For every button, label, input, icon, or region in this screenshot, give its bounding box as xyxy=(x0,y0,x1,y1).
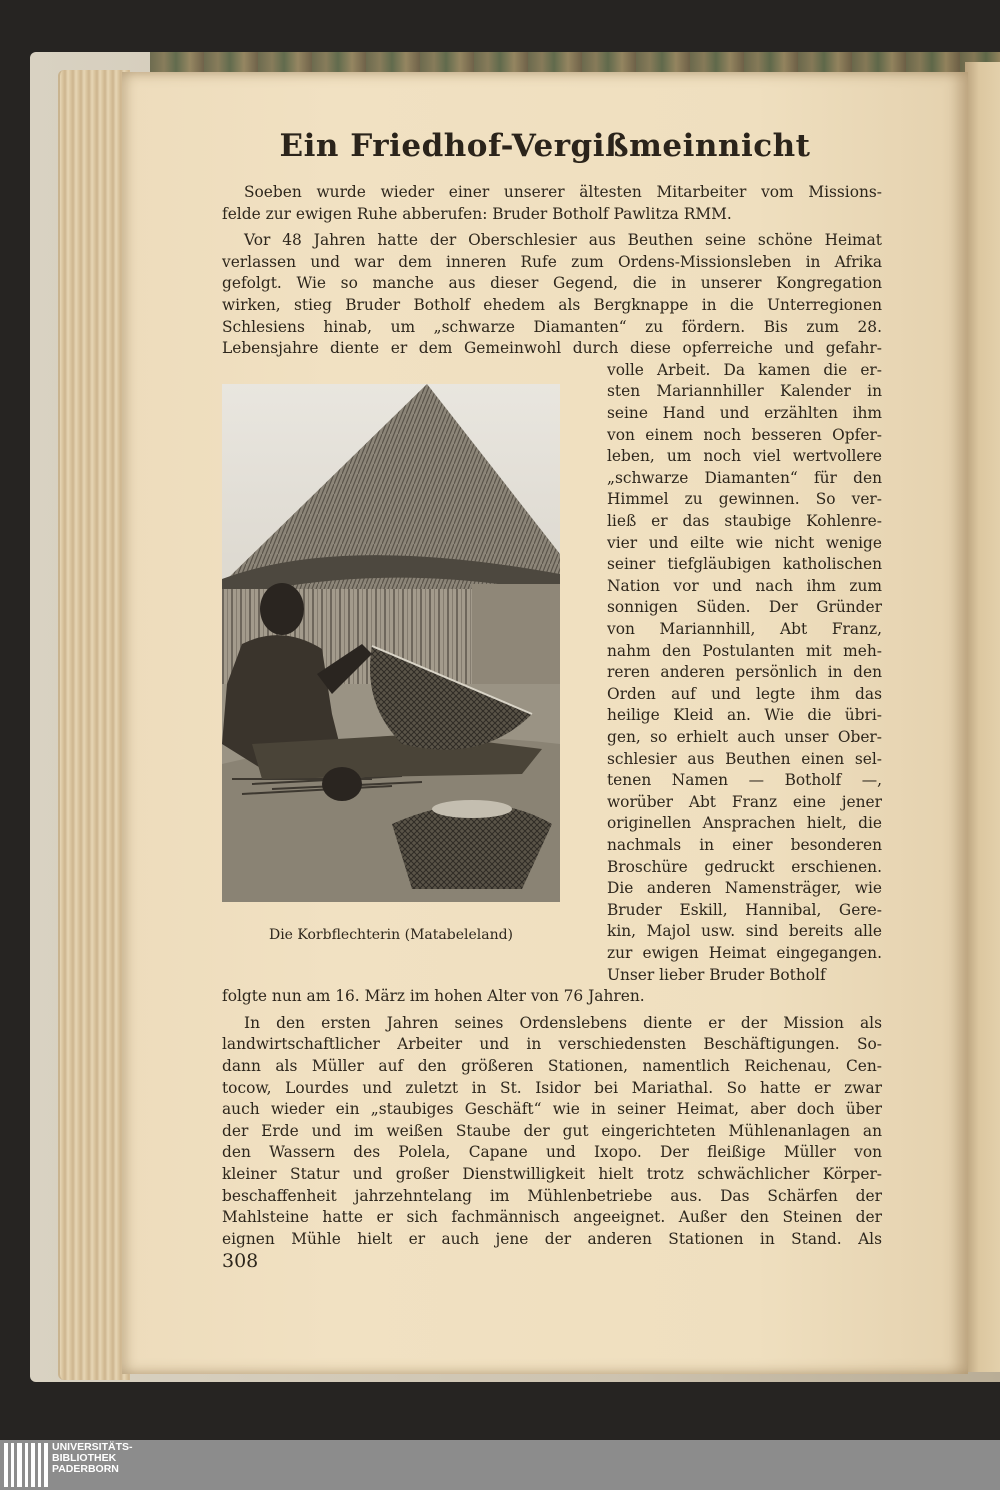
text-line: heilige Kleid an. Wie die übri- xyxy=(607,706,882,725)
library-name-line: PADERBORN xyxy=(52,1463,119,1475)
library-name xyxy=(52,1442,133,1475)
text-line: Unser lieber Bruder Botholf xyxy=(607,965,826,984)
library-name-line: BIBLIOTHEK xyxy=(52,1452,117,1464)
text-line: vier und eilte wie nicht wenige xyxy=(607,533,882,552)
text-line: auch wieder ein „staubiges Geschäft“ wie in seiner Heimat, aber doch über xyxy=(222,1100,882,1119)
text-line: volle Arbeit. Da kamen die er- xyxy=(607,360,882,379)
text-line: Mahlsteine hatte er sich fachmännisch angeeignet. Außer den Steinen der xyxy=(222,1208,882,1227)
text-line: eignen Mühle hielt er auch jene der anderen Stationen in Stand. Als xyxy=(222,1229,882,1248)
text-line: Vor 48 Jahren hatte der Oberschlesier aus Beuthen seine schöne Heimat xyxy=(244,231,882,250)
text-line: von Mariannhill, Abt Franz, xyxy=(607,620,882,638)
text-line: In den ersten Jahren seines Ordenslebens diente er der Mission als xyxy=(244,1013,882,1032)
text-line: originellen Ansprachen hielt, die xyxy=(607,814,882,833)
text-line: Himmel zu gewinnen. So ver- xyxy=(607,490,882,509)
text-line: wirken, stieg Bruder Botholf ehedem als Bergknappe in die Unterregionen xyxy=(222,296,882,314)
text-line: Die anderen Namensträger, wie xyxy=(607,879,882,898)
text-line: felde zur ewigen Ruhe abberufen: Bruder Botholf Pawlitza RMM. xyxy=(222,204,732,223)
text-line: nahm den Postulanten mit meh- xyxy=(607,641,882,660)
text-line: Schlesiens hinab, um „schwarze Diamanten“ zu fördern. Bis zum 28. xyxy=(222,317,882,336)
text-line: Bruder Eskill, Hannibal, Gere- xyxy=(607,900,882,919)
text-line: Soeben wurde wieder einer unserer ältesten Mitarbeiter vom Missions- xyxy=(244,183,882,201)
text-line: Lebensjahre diente er dem Gemeinwohl durch diese opferreiche und gefahr- xyxy=(222,339,882,358)
library-name-line: UNIVERSITÄTS- xyxy=(52,1441,133,1453)
library-logo-icon xyxy=(4,1443,48,1487)
text-line: Orden auf und legte ihm das xyxy=(607,684,882,703)
text-line: von einem noch besseren Opfer- xyxy=(607,425,882,444)
text-line: nachmals in einer besonderen xyxy=(607,836,882,854)
text-line: seine Hand und erzählten ihm xyxy=(607,404,882,422)
photo-illustration xyxy=(222,384,560,902)
text-line: sonnigen Süden. Der Gründer xyxy=(607,598,882,617)
text-line: dann als Müller auf den größeren Stationen, namentlich Reichenau, Cen- xyxy=(222,1057,882,1075)
text-line: tocow, Lourdes und zuletzt in St. Isidor bei Mariathal. So hatte er zwar xyxy=(222,1078,882,1097)
text-line: landwirtschaftlicher Arbeiter und in verschiedensten Beschäftigungen. So- xyxy=(222,1035,882,1054)
text-line: sten Mariannhiller Kalender in xyxy=(607,382,882,401)
text-line: zur ewigen Heimat eingegangen. xyxy=(607,944,882,962)
text-line: kin, Majol usw. sind bereits alle xyxy=(607,922,882,941)
text-line: seiner tiefgläubigen katholischen xyxy=(607,555,882,574)
text-line: worüber Abt Franz eine jener xyxy=(607,792,882,811)
page-number: 308 xyxy=(222,1250,259,1272)
facing-page-edge xyxy=(965,62,1000,1372)
text-line: schlesier aus Beuthen einen sel- xyxy=(607,749,882,768)
library-footer xyxy=(0,1440,1000,1490)
text-line: ließ er das staubige Kohlenre- xyxy=(607,512,882,530)
text-line: Broschüre gedruckt erschienen. xyxy=(607,857,882,876)
text-line: kleiner Statur und großer Dienstwilligkeit hielt trotz schwächlicher Körper- xyxy=(222,1165,882,1183)
text-line: Nation vor und nach ihm zum xyxy=(607,576,882,595)
text-line: gefolgt. Wie so manche aus dieser Gegend, die in unserer Kongregation xyxy=(222,274,882,293)
text-line: gen, so erhielt auch unser Ober- xyxy=(607,728,882,746)
photo-caption: Die Korbflechterin (Matabeleland) xyxy=(268,927,514,943)
basket-weaver-photo xyxy=(222,384,560,902)
text-line: reren anderen persönlich in den xyxy=(607,663,882,682)
text-line: verlassen und war dem inneren Rufe zum Ordens-Missionsleben in Afrika xyxy=(222,252,882,271)
text-line: beschaffenheit jahrzehntelang im Mühlenbetriebe aus. Das Schärfen der xyxy=(222,1186,882,1205)
text-line: den Wassern des Polela, Capane und Ixopo. Der fleißige Müller von xyxy=(222,1143,882,1162)
text-line: folgte nun am 16. März im hohen Alter von 76 Jahren. xyxy=(222,987,645,1006)
page-title: Ein Friedhof-Vergißmeinnicht xyxy=(279,128,811,164)
text-line: „schwarze Diamanten“ für den xyxy=(607,468,882,487)
text-line: der Erde und im weißen Staube der gut eingerichteten Mühlenanlagen an xyxy=(222,1121,882,1140)
text-line: tenen Namen — Botholf —, xyxy=(607,771,882,790)
text-line: leben, um noch viel wertvollere xyxy=(607,447,882,466)
page-edges xyxy=(58,70,130,1380)
